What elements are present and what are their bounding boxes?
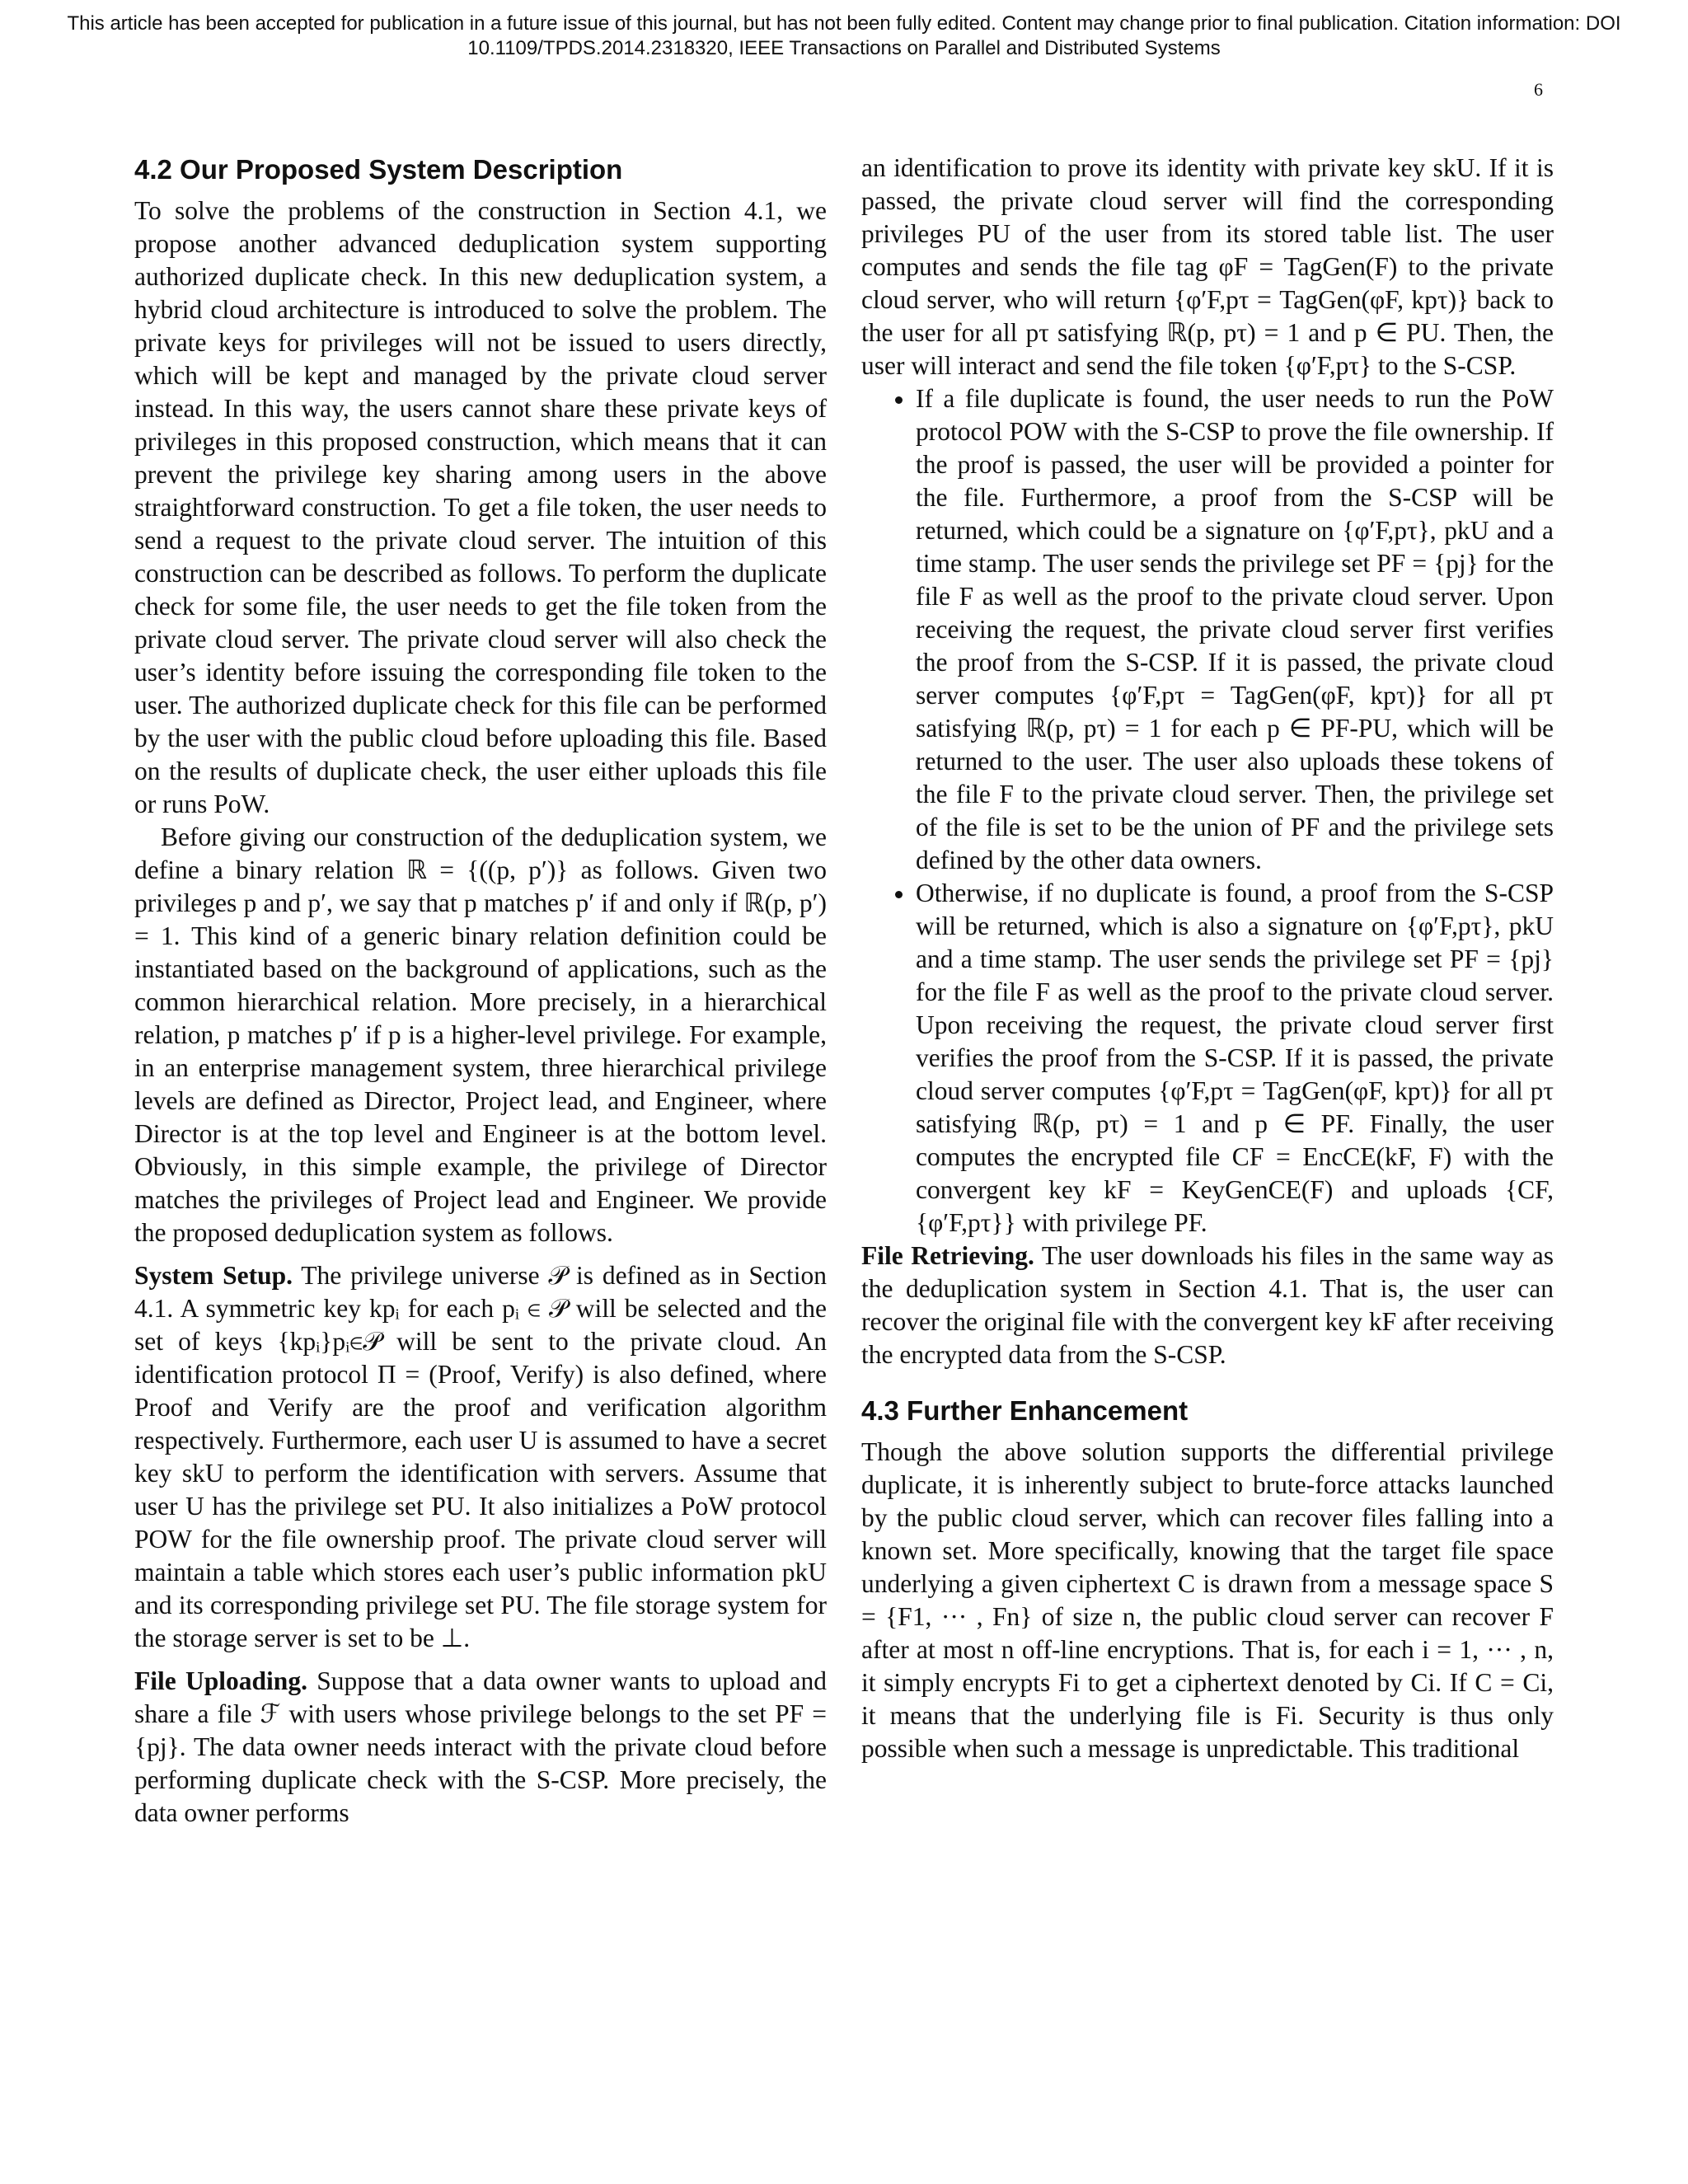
left-column: [134, 152, 827, 1830]
paragraph-binary-relation: Before giving our construction of the deduplication system, we define a binary relation ℝ = {((p, p′)} as follows. Given two privileges p and p′, we say that p matches p′ if and only if ℝ(p, p′) = 1. This kind of a generic binary relation definition could be instantiated based on the background of applications, such as the common hierarchical relation. More precisely, in a hierarchical relation, p matches p′ if p is a higher-level privilege. For example, in an enterprise management system, three hierarchical privilege levels are defined as Director, Project lead, and Engineer, where Director is at the top level and Engineer is at the bottom level. Obviously, in this simple example, the privilege of Director matches the privileges of Project lead and Engineer. We provide the proposed deduplication system as follows.: [134, 823, 827, 1247]
run-in-heading-file-uploading: File Uploading.: [134, 1666, 307, 1695]
run-in-heading-file-retrieving: File Retrieving.: [861, 1241, 1034, 1270]
right-column: [861, 152, 1554, 1765]
bullet-duplicate-found: • If a file duplicate is found, the user needs to run the PoW protocol POW with the S-CSP to prove the file ownership. If the proof is passed, the user will be provided a pointer for the file. Furthermore, a proof from the S-CSP will be returned, which could be a signature on {φ′F,pτ}, pkU and a time stamp. The user sends the privilege set PF = {pj} for the file F as well as the proof to the private cloud server. Upon receiving the request, the private cloud server first verifies the proof from the S-CSP. If it is passed, the private cloud server computes {φ′F,pτ = TagGen(φF, kpτ)} for all pτ satisfying ℝ(p, pτ) = 1 for each p ∈ PF-PU, which will be returned to the user. The user also uploads these tokens of the file F to the private cloud server. Then, the privilege set of the file is set to be the union of PF and the privilege sets defined by the other data owners.: [916, 382, 1554, 877]
run-in-heading-system-setup: System Setup.: [134, 1261, 293, 1290]
bullet-no-duplicate: • Otherwise, if no duplicate is found, a proof from the S-CSP will be returned, which is also a signature on {φ′F,pτ}, pkU and a time stamp. The user sends the privilege set PF = {pj} for the file F as well as the proof to the private cloud server. Upon receiving the request, the private cloud server first verifies the proof from the S-CSP. If it is passed, the private cloud server computes {φ′F,pτ = TagGen(φF, kpτ)} for all pτ satisfying ℝ(p, pτ) = 1 and p ∈ PF. Finally, the user computes the encrypted file CF = EncCE(kF, F) with the convergent key kF = KeyGenCE(F) and uploads {CF, {φ′F,pτ}} with privilege PF.: [916, 877, 1554, 1240]
paragraph-identification: an identification to prove its identity with private key skU. If it is passed, the private cloud server will find the corresponding privileges PU of the user from its stored table list. The user computes and sends the file tag φF = TagGen(F) to the private cloud server, who will return {φ′F,pτ = TagGen(φF, kpτ)} back to the user for all pτ satisfying ℝ(p, pτ) = 1 and p ∈ PU. Then, the user will interact and send the file token {φ′F,pτ} to the S-CSP.: [861, 153, 1554, 380]
paragraph-file-retrieving: [861, 1240, 1554, 1371]
paragraph-system-setup: [134, 1259, 827, 1655]
paragraph-file-uploading: [134, 1665, 827, 1830]
publication-notice-line-2: 10.1109/TPDS.2014.2318320, IEEE Transactions on Parallel and Distributed Systems: [467, 37, 1221, 59]
publication-notice: [0, 12, 1688, 61]
section-heading-4-2: 4.2 Our Proposed System Description: [134, 154, 623, 185]
bullet-list: [861, 382, 1554, 1240]
publication-notice-line-1: This article has been accepted for publication in a future issue of this journal, but has not been fully edited. Content may change prior to final publication. Citation information: DOI: [67, 12, 1621, 35]
page-number: 6: [1534, 79, 1543, 100]
paragraph-further-enhancement: Though the above solution supports the differential privilege duplicate, it is inherently subject to brute-force attacks launched by the public cloud server, which can recover files falling into a known set. More specifically, knowing that the target file space underlying a given ciphertext C is drawn from a message space S = {F1, ··· , Fn} of size n, the public cloud server can recover F after at most n off-line encryptions. That is, for each i = 1, ··· , n, it simply encrypts Fi to get a ciphertext denoted by Ci. If C = Ci, it means that the underlying file is Fi. Security is thus only possible when such a message is unpredictable. This traditional: [861, 1437, 1554, 1763]
paragraph-intro: To solve the problems of the construction in Section 4.1, we propose another advanced deduplication system supporting authorized duplicate check. In this new deduplication system, a hybrid cloud architecture is introduced to solve the problem. The private keys for privileges will not be issued to users directly, which will be kept and managed by the private cloud server instead. In this way, the users cannot share these private keys of privileges in this proposed construction, which means that it can prevent the privilege key sharing among users in the above straightforward construction. To get a file token, the user needs to send a request to the private cloud server. The intuition of this construction can be described as follows. To perform the duplicate check for some file, the user needs to get the file token from the private cloud server. The private cloud server will also check the user’s identity before issuing the corresponding file token to the user. The authorized duplicate check for this file can be performed by the user with the public cloud before uploading this file. Based on the results of duplicate check, the user either uploads this file or runs PoW.: [134, 196, 827, 818]
file-uploading-text: Suppose that a data owner wants to upload and share a file ℱ with users whose privilege belongs to the set PF = {pj}. The data owner needs interact with the private cloud before performing duplicate check with the S-CSP. More precisely, the data owner performs: [134, 1666, 827, 1827]
section-heading-4-3: 4.3 Further Enhancement: [861, 1395, 1189, 1426]
system-setup-text: The privilege universe 𝒫 is defined as in Section 4.1. A symmetric key kpᵢ for each pᵢ ∈ 𝒫 will be selected and the set of keys {kpᵢ}pᵢ∈𝒫 will be sent to the private cloud. An identification protocol Π = (Proof, Verify) is also defined, where Proof and Verify are the proof and verification algorithm respectively. Furthermore, each user U is assumed to have a secret key skU to perform the identification with servers. Assume that user U has the privilege set PU. It also initializes a PoW protocol POW for the file ownership proof. The private cloud server will maintain a table which stores each user’s public information pkU and its corresponding privilege set PU. The file storage system for the storage server is set to be ⊥.: [134, 1261, 828, 1652]
file-retrieving-text: The user downloads his files in the same way as the deduplication system in Section 4.1. That is, the user can recover the original file with the convergent key kF after receiving the encrypted data from the S-CSP.: [861, 1241, 1554, 1369]
